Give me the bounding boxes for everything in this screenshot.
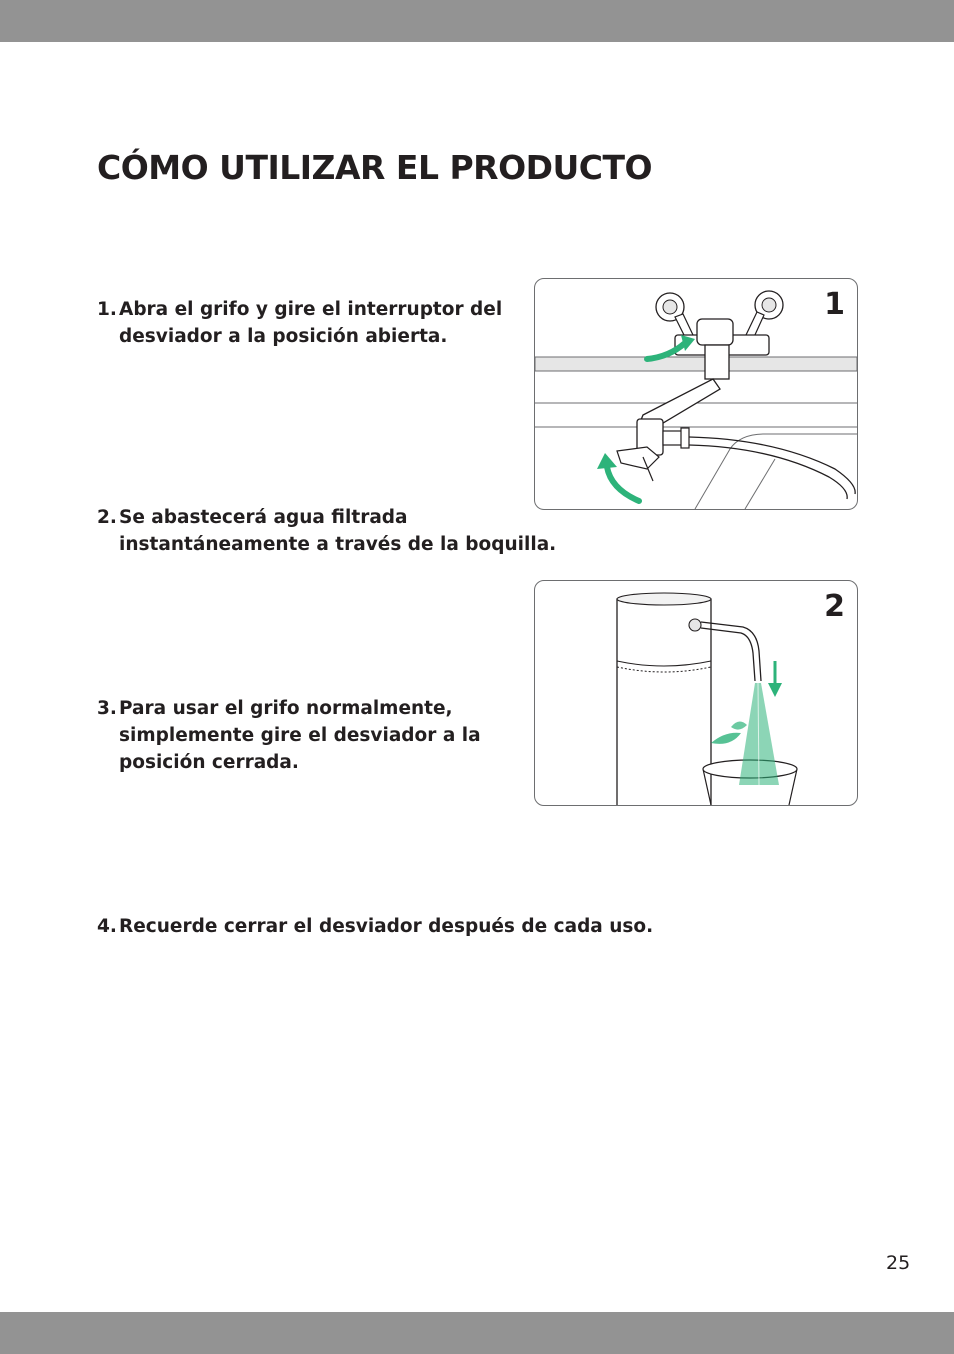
figure-number: 2 [824, 589, 845, 624]
figure-2-filter-pouring [534, 580, 858, 806]
step-text: desviador a la posición abierta. [119, 326, 448, 347]
step-1 [97, 296, 502, 350]
step-4 [97, 913, 653, 940]
top-band [0, 0, 954, 42]
step-text: Para usar el grifo normalmente, [119, 698, 453, 719]
step-text: Se abastecerá agua filtrada [119, 507, 408, 528]
step-text: Abra el grifo y gire el interruptor del [119, 299, 503, 320]
step-text: posición cerrada. [119, 752, 299, 773]
step-3 [97, 695, 481, 776]
faucet-illustration [535, 279, 857, 509]
step-2 [97, 504, 556, 558]
step-number: 3. [97, 698, 117, 719]
step-text: instantáneamente a través de la boquilla. [119, 534, 557, 555]
page-title: CÓMO UTILIZAR EL PRODUCTO [97, 148, 653, 187]
page-number: 25 [886, 1252, 911, 1274]
bottom-band [0, 1312, 954, 1354]
figure-number: 1 [824, 287, 845, 322]
step-number: 4. [97, 916, 117, 937]
step-number: 2. [97, 507, 117, 528]
step-number: 1. [97, 299, 117, 320]
step-text: simplemente gire el desviador a la [119, 725, 481, 746]
step-text: Recuerde cerrar el desviador después de cada uso. [119, 916, 654, 937]
figure-1-faucet-diverter [534, 278, 858, 510]
filter-illustration [535, 581, 857, 805]
